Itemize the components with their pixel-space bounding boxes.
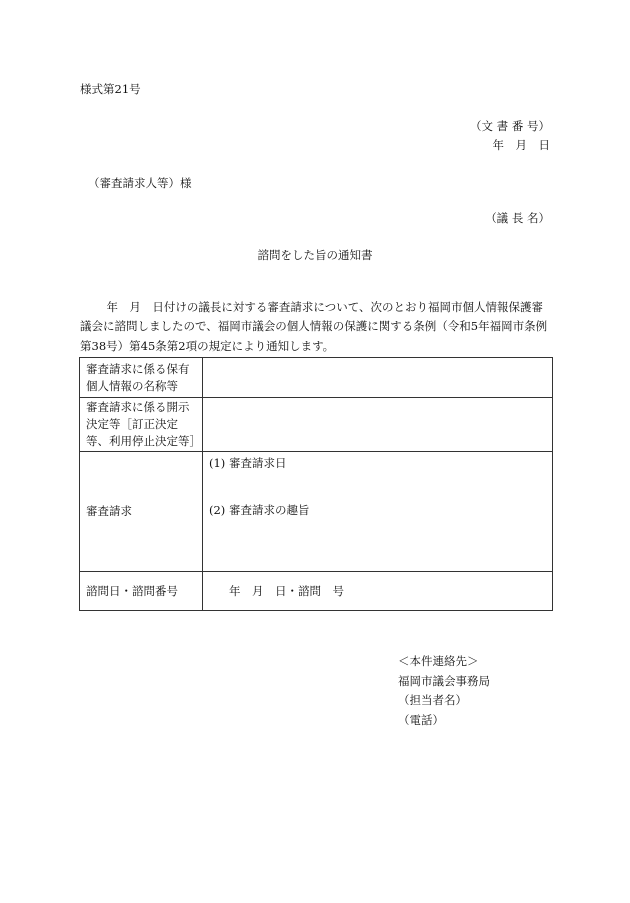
row-value-inquiry: [203, 572, 553, 611]
row-label-personal-info: 審査請求に係る保有個人情報の名称等: [80, 358, 203, 398]
row-label-request: 審査請求: [80, 452, 203, 572]
table-row: [80, 398, 553, 452]
form-number: 様式第21号: [80, 82, 141, 96]
detail-table: [79, 357, 553, 611]
row-value-request: [203, 452, 553, 572]
notice-body: 年 月 日付けの議長に対する審査請求について、次のとおり福岡市個人情報保護審議会に諮問しましたので、福岡市議会の個人情報の保護に関する条例（令和5年福岡市条例第38号）第45条第2項の規定により通知します。: [80, 299, 548, 353]
row-value-personal-info: [203, 358, 553, 398]
spacer: [209, 472, 546, 502]
chairperson-name: （議 長 名）: [485, 211, 550, 225]
contact-heading: ＜本件連絡先＞: [398, 654, 479, 668]
document-number: （文 書 番 号）: [470, 119, 550, 133]
table-row: [80, 572, 553, 611]
table-row: [80, 358, 553, 398]
row-value-disclosure-decision: [203, 398, 553, 452]
issue-date: 年 月 日: [492, 138, 550, 152]
request-purpose-item: (2) 審査請求の趣旨: [209, 503, 310, 517]
inquiry-date-number: 年 月 日・諮問 号: [229, 583, 344, 598]
document-title: 諮問をした旨の通知書: [257, 248, 373, 262]
contact-phone: （電話）: [398, 712, 444, 727]
row-label-inquiry: 諮問日・諮問番号: [80, 572, 203, 611]
contact-office: 福岡市議会事務局: [398, 673, 490, 688]
row-label-disclosure-decision: 審査請求に係る開示決定等［訂正決定等、利用停止決定等］: [80, 398, 203, 452]
contact-person: （担当者名）: [398, 693, 467, 707]
recipient: （審査請求人等）様: [88, 176, 192, 190]
table-row: [80, 452, 553, 572]
contact-block: [398, 652, 490, 730]
request-date-item: (1) 審査請求日: [209, 456, 287, 470]
